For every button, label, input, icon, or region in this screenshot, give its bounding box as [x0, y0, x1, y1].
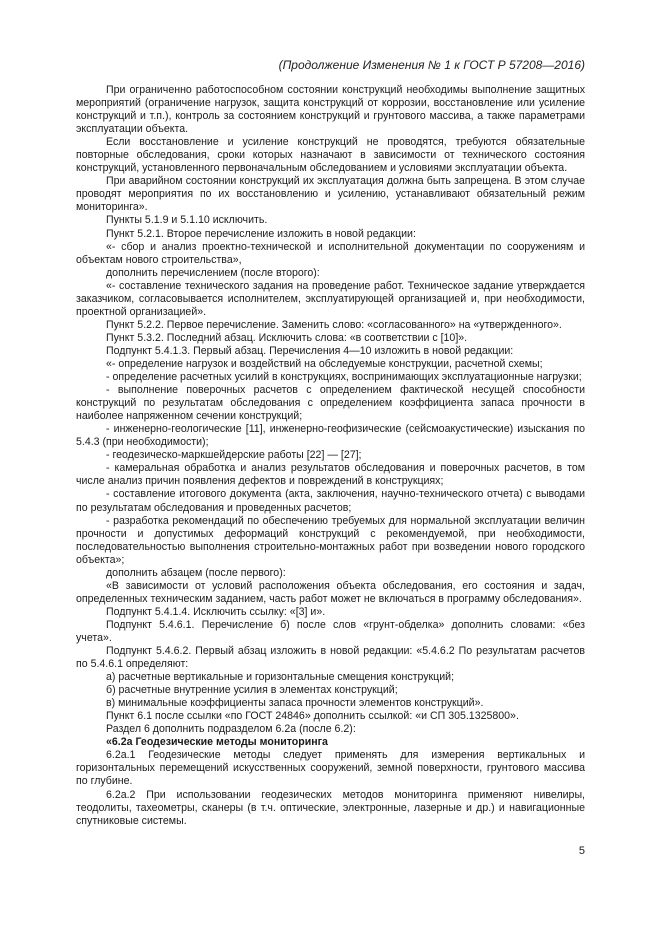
paragraph: дополнить перечислением (после второго): — [106, 266, 320, 279]
paragraph: Пункт 5.2.1. Второе перечисление изложить в новой редакции: — [106, 227, 416, 240]
paragraph: Пункт 5.3.2. Последний абзац. Исключить слова: «в соответствии с [10]». — [106, 331, 468, 344]
list-item: - геодезическо-маркшейдерские работы [22] — [27]; — [106, 449, 362, 462]
list-item: «- определение нагрузок и воздействий на обследуемые конструкции, расчетной схемы; — [106, 357, 543, 370]
paragraph: Пункт 6.1 после ссылки «по ГОСТ 24846» дополнить ссылкой: «и СП 305.1325800». — [106, 710, 519, 723]
paragraph: дополнить абзацем (после первого): — [106, 566, 286, 579]
paragraph: Подпункт 5.4.1.3. Первый абзац. Перечисления 4—10 изложить в новой редакции: — [106, 344, 514, 357]
page-number: 5 — [578, 845, 585, 857]
paragraph: При ограниченно работоспособном состоянии конструкций необходимы выполнение защитных мероприятий (ограничение нагрузок, защита конструкций от коррозии, восстановление или усиление конструкций и т.п.), контроль за состоянием конструкций и грунтового массива, а также параметрами эксплуатации объекта. — [76, 84, 585, 136]
paragraph: Раздел 6 дополнить подразделом 6.2а (после 6.2): — [106, 723, 356, 736]
paragraph: Подпункт 5.4.6.2. Первый абзац изложить в новой редакции: «5.4.6.2 По результатам расчетов по 5.4.6.1 определяют: — [76, 645, 585, 671]
subsection-heading: «6.2а Геодезические методы мониторинга — [106, 736, 328, 749]
document-body — [76, 84, 585, 828]
paragraph: 6.2а.2 При использовании геодезических методов мониторинга применяют нивелиры, теодолиты, тахеометры, сканеры (в т.ч. оптические, электронные, лазерные и др.) и навигационные спутниковые системы. — [76, 788, 585, 827]
paragraph: Пункты 5.1.9 и 5.1.10 исключить. — [106, 214, 268, 227]
paragraph: Если восстановление и усиление конструкций не проводятся, требуются обязательные повторные обследования, сроки которых назначают в зависимости от технического состояния конструкций, установленного первоначальным обследованием и условиями эксплуатации объекта. — [76, 136, 585, 175]
list-item: б) расчетные внутренние усилия в элементах конструкций; — [106, 684, 398, 697]
running-header: (Продолжение Изменения № 1 к ГОСТ Р 57208—2016) — [278, 58, 585, 72]
list-item: - определение расчетных усилий в конструкциях, воспринимающих эксплуатационные нагрузки; — [106, 371, 582, 384]
paragraph: Подпункт 5.4.1.4. Исключить ссылку: «[3] и». — [106, 605, 326, 618]
paragraph: Пункт 5.2.2. Первое перечисление. Заменить слово: «согласованного» на «утвержденного». — [106, 318, 562, 331]
list-item: - составление итогового документа (акта, заключения, научно-технического отчета) с выводами по результатам обследования и проведенных расчетов; — [76, 488, 585, 514]
paragraph: При аварийном состоянии конструкций их эксплуатация должна быть запрещена. В этом случае проводят мероприятия по их восстановлению и усилению, устанавливают обязательный режим мониторинга». — [76, 175, 585, 214]
list-item: - выполнение поверочных расчетов с определением фактической несущей способности конструкций по результатам обследования с определением коэффициента запаса прочности в наиболее напряженном сечении конструкций; — [76, 384, 585, 423]
list-item: в) минимальные коэффициенты запаса прочности элементов конструкций». — [106, 697, 484, 710]
list-item: - камеральная обработка и анализ результатов обследования и поверочных расчетов, в том числе анализ причин появления дефектов и повреждений в конструкциях; — [76, 462, 585, 488]
paragraph: Подпункт 5.4.6.1. Перечисление б) после слов «грунт-обделка» дополнить словами: «без учета». — [76, 618, 585, 644]
list-item: - разработка рекомендаций по обеспечению требуемых для нормальной эксплуатации величин прочности и допустимых деформаций конструкций с рекомендуемой, при необходимости, последовательностью выполнения строительно-монтажных работ при возведении нового городского объекта»; — [76, 514, 585, 566]
list-item: а) расчетные вертикальные и горизонтальные смещения конструкций; — [106, 671, 455, 684]
paragraph: «- сбор и анализ проектно-технической и исполнительной документации по сооружениям и объектам нового строительства», — [76, 240, 585, 266]
list-item: - инженерно-геологические [11], инженерно-геофизические (сейсмоакустические) изыскания по 5.4.3 (при необходимости); — [76, 423, 585, 449]
paragraph: «В зависимости от условий расположения объекта обследования, его состояния и задач, определенных техническим заданием, часть работ может не включаться в программу обследования». — [76, 579, 585, 605]
paragraph: «- составление технического задания на проведение работ. Техническое задание утверждается заказчиком, согласовывается исполнителем, эксплуатирующей организацией и, при необходимости, проектной организацией». — [76, 279, 585, 318]
paragraph: 6.2а.1 Геодезические методы следует применять для измерения вертикальных и горизонтальных перемещений искусственных сооружений, земной поверхности, грунтового массива по глубине. — [76, 749, 585, 788]
